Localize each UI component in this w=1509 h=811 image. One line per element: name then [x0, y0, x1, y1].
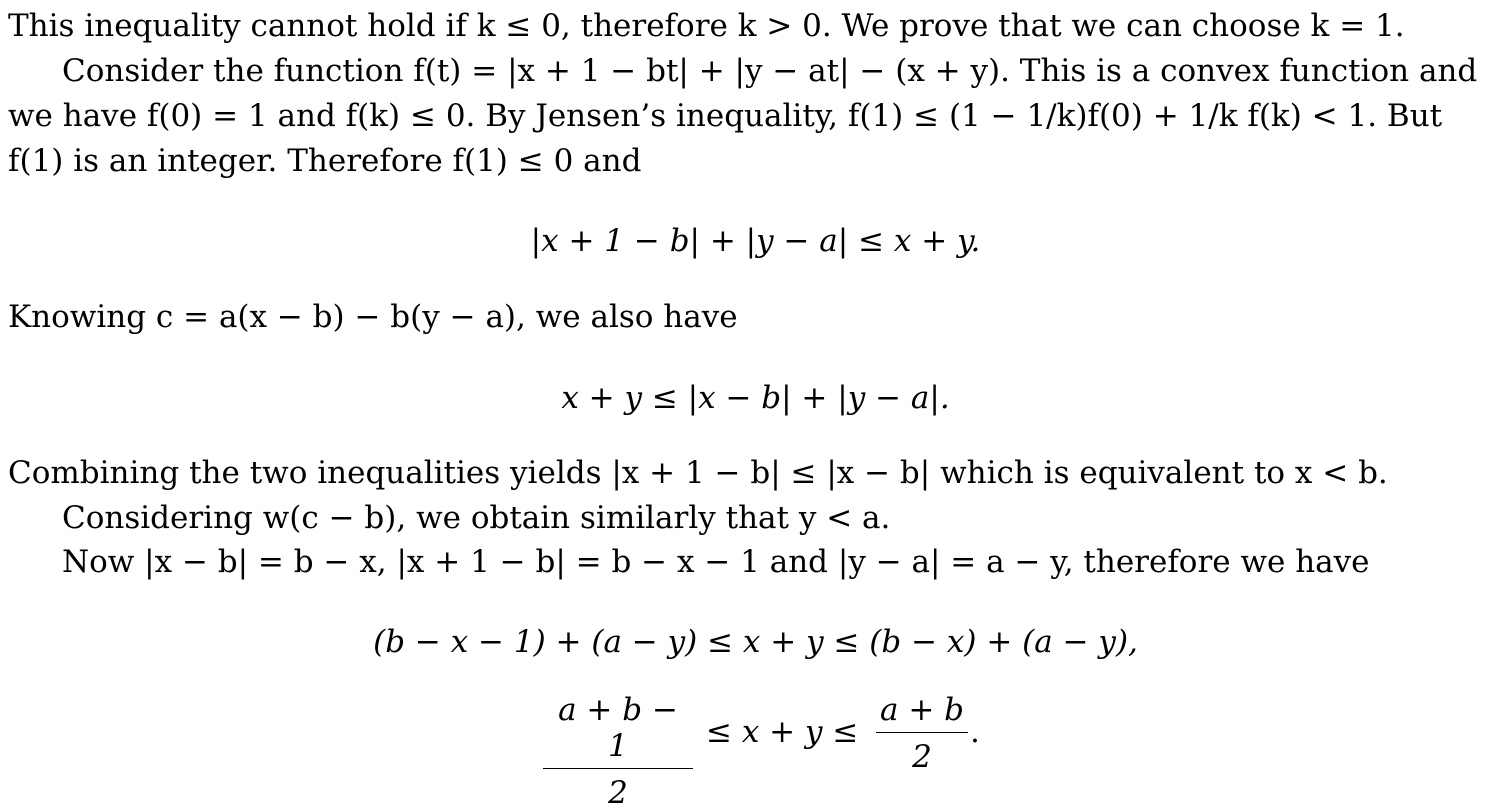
display-equation: x + y ≤ |x − b| + |y − a|. — [561, 380, 950, 416]
text-line: Now |x − b| = b − x, |x + 1 − b| = b − x − 1 and |y − a| = a − y, therefore we have — [62, 544, 1370, 580]
inequality-middle: ≤ x + y ≤ — [706, 714, 859, 750]
text-line: Consider the function f(t) = |x + 1 − bt| + |y − at| − (x + y). This is a convex function and — [62, 53, 1478, 89]
fraction-denominator: 2 — [608, 775, 628, 811]
text-line: Considering w(c − b), we obtain similarly that y < a. — [62, 500, 891, 536]
text-line: we have f(0) = 1 and f(k) ≤ 0. By Jensen’s inequality, f(1) ≤ (1 − 1/k)f(0) + 1/k f(k) < 1. But — [8, 98, 1443, 134]
fraction-numerator: a + b — [876, 692, 968, 733]
fraction-denominator: 2 — [912, 739, 932, 775]
text-line: Combining the two inequalities yields |x + 1 − b| ≤ |x − b| which is equivalent to x < b. — [8, 455, 1388, 491]
fraction-left — [543, 692, 693, 811]
text-line: f(1) is an integer. Therefore f(1) ≤ 0 and — [8, 143, 642, 179]
display-equation: |x + 1 − b| + |y − a| ≤ x + y. — [530, 223, 981, 259]
display-equation: (b − x − 1) + (a − y) ≤ x + y ≤ (b − x) + (a − y), — [373, 624, 1138, 660]
fraction-numerator: a + b − 1 — [543, 692, 693, 769]
display-equation-fractions — [8, 692, 1503, 811]
text-line: Knowing c = a(x − b) − b(y − a), we also have — [8, 299, 738, 335]
fraction-right — [876, 692, 968, 775]
equation-end-period: . — [970, 714, 980, 750]
text-line: This inequality cannot hold if k ≤ 0, therefore k > 0. We prove that we can choose k = 1. — [8, 8, 1405, 44]
